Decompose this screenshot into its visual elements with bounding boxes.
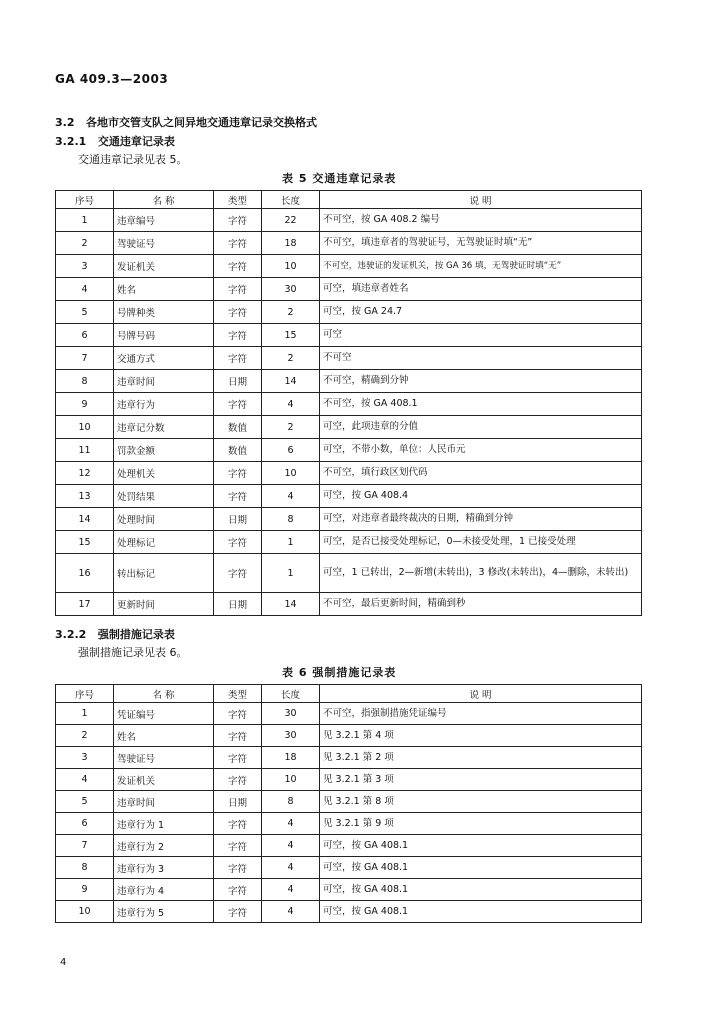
cell-name: 处理机关	[114, 462, 214, 485]
cell-description: 不可空，填违章者的驾驶证号，无驾驶证时填“无”	[320, 232, 642, 255]
cell-name: 违章时间	[114, 370, 214, 393]
header-cell-type: 类型	[214, 685, 262, 703]
cell-name: 转出标记	[114, 554, 214, 593]
cell-name: 违章时间	[114, 791, 214, 813]
cell-length: 4	[262, 901, 320, 923]
table-row	[56, 835, 642, 857]
table-row	[56, 278, 642, 301]
cell-name: 号牌种类	[114, 301, 214, 324]
table-row	[56, 813, 642, 835]
table-row	[56, 347, 642, 370]
cell-length: 4	[262, 485, 320, 508]
cell-description: 可空，此项违章的分值	[320, 416, 642, 439]
cell-name: 驾驶证号	[114, 747, 214, 769]
cell-length: 18	[262, 232, 320, 255]
table-row	[56, 416, 642, 439]
cell-name: 违章行为	[114, 393, 214, 416]
cell-length: 30	[262, 703, 320, 725]
section-3-2-2-intro: 强制措施记录见表 6。	[78, 646, 188, 659]
cell-type: 字符	[214, 554, 262, 593]
cell-description: 可空，按 GA 24.7	[320, 301, 642, 324]
cell-type: 数值	[214, 439, 262, 462]
header-cell-index: 序号	[56, 191, 114, 209]
cell-index: 1	[56, 703, 114, 725]
cell-name: 发证机关	[114, 769, 214, 791]
cell-index: 13	[56, 485, 114, 508]
cell-description: 不可空，指强制措施凭证编号	[320, 703, 642, 725]
header-cell-name: 名 称	[114, 685, 214, 703]
header-cell-index: 序号	[56, 685, 114, 703]
cell-index: 6	[56, 324, 114, 347]
cell-index: 14	[56, 508, 114, 531]
cell-type: 字符	[214, 485, 262, 508]
cell-name: 违章行为 5	[114, 901, 214, 923]
cell-index: 10	[56, 416, 114, 439]
page-number: 4	[60, 957, 67, 968]
section-title: 各地市交管支队之间异地交通违章记录交换格式	[86, 116, 317, 129]
cell-description: 见 3.2.1 第 3 项	[320, 769, 642, 791]
cell-type: 字符	[214, 209, 262, 232]
table-header-row	[56, 685, 642, 703]
cell-index: 17	[56, 593, 114, 616]
table-row	[56, 747, 642, 769]
cell-name: 罚款金额	[114, 439, 214, 462]
cell-length: 2	[262, 416, 320, 439]
cell-description: 可空，按 GA 408.1	[320, 857, 642, 879]
table-row	[56, 725, 642, 747]
cell-index: 4	[56, 278, 114, 301]
table-row	[56, 324, 642, 347]
cell-name: 处理时间	[114, 508, 214, 531]
cell-description: 可空，对违章者最终裁决的日期，精确到分钟	[320, 508, 642, 531]
cell-description: 不可空	[320, 347, 642, 370]
cell-index: 8	[56, 370, 114, 393]
cell-length: 4	[262, 879, 320, 901]
header-cell-type: 类型	[214, 191, 262, 209]
cell-type: 日期	[214, 508, 262, 531]
cell-description: 见 3.2.1 第 9 项	[320, 813, 642, 835]
table-6	[55, 684, 642, 923]
section-title: 交通违章记录表	[97, 135, 175, 148]
cell-name: 违章行为 3	[114, 857, 214, 879]
cell-description: 见 3.2.1 第 4 项	[320, 725, 642, 747]
cell-index: 12	[56, 462, 114, 485]
section-3-2-heading	[55, 114, 317, 130]
table-5-caption: 表 5 交通违章记录表	[282, 172, 397, 185]
table-row	[56, 593, 642, 616]
cell-type: 字符	[214, 393, 262, 416]
table-row	[56, 554, 642, 593]
cell-name: 姓名	[114, 278, 214, 301]
table-row	[56, 393, 642, 416]
table-row	[56, 485, 642, 508]
table-row	[56, 531, 642, 554]
cell-length: 14	[262, 370, 320, 393]
cell-index: 7	[56, 835, 114, 857]
cell-length: 8	[262, 791, 320, 813]
section-3-2-1-heading	[55, 133, 175, 149]
cell-type: 字符	[214, 278, 262, 301]
cell-index: 7	[56, 347, 114, 370]
cell-type: 字符	[214, 813, 262, 835]
cell-name: 姓名	[114, 725, 214, 747]
cell-name: 号牌号码	[114, 324, 214, 347]
cell-type: 字符	[214, 531, 262, 554]
header-cell-description: 说 明	[320, 685, 642, 703]
cell-index: 5	[56, 791, 114, 813]
cell-index: 10	[56, 901, 114, 923]
cell-index: 11	[56, 439, 114, 462]
cell-name: 驾驶证号	[114, 232, 214, 255]
cell-type: 日期	[214, 370, 262, 393]
cell-type: 字符	[214, 324, 262, 347]
cell-name: 违章行为 1	[114, 813, 214, 835]
cell-type: 字符	[214, 769, 262, 791]
cell-index: 8	[56, 857, 114, 879]
cell-index: 16	[56, 554, 114, 593]
section-number: 3.2.1	[55, 135, 87, 148]
cell-index: 15	[56, 531, 114, 554]
cell-length: 1	[262, 554, 320, 593]
cell-name: 违章行为 2	[114, 835, 214, 857]
table-row	[56, 301, 642, 324]
cell-type: 字符	[214, 901, 262, 923]
cell-length: 30	[262, 725, 320, 747]
cell-length: 2	[262, 301, 320, 324]
cell-description: 可空，填违章者姓名	[320, 278, 642, 301]
cell-description: 不可空，按 GA 408.1	[320, 393, 642, 416]
section-number: 3.2.2	[55, 628, 87, 641]
cell-length: 4	[262, 393, 320, 416]
cell-description: 可空，不带小数，单位：人民币元	[320, 439, 642, 462]
cell-length: 15	[262, 324, 320, 347]
cell-length: 30	[262, 278, 320, 301]
cell-description: 见 3.2.1 第 8 项	[320, 791, 642, 813]
cell-name: 违章记分数	[114, 416, 214, 439]
cell-index: 9	[56, 879, 114, 901]
cell-length: 10	[262, 255, 320, 278]
header-cell-description: 说 明	[320, 191, 642, 209]
table-6-caption: 表 6 强制措施记录表	[282, 666, 397, 679]
cell-name: 违章行为 4	[114, 879, 214, 901]
cell-length: 4	[262, 835, 320, 857]
cell-type: 字符	[214, 725, 262, 747]
cell-type: 字符	[214, 347, 262, 370]
cell-type: 字符	[214, 703, 262, 725]
cell-index: 3	[56, 255, 114, 278]
table-row	[56, 370, 642, 393]
cell-description: 不可空，填行政区划代码	[320, 462, 642, 485]
cell-name: 处理标记	[114, 531, 214, 554]
table-row	[56, 439, 642, 462]
cell-description: 可空，按 GA 408.4	[320, 485, 642, 508]
cell-index: 2	[56, 232, 114, 255]
cell-length: 22	[262, 209, 320, 232]
cell-length: 18	[262, 747, 320, 769]
cell-length: 4	[262, 857, 320, 879]
cell-length: 6	[262, 439, 320, 462]
table-header-row	[56, 191, 642, 209]
header-cell-name: 名 称	[114, 191, 214, 209]
cell-description: 见 3.2.1 第 2 项	[320, 747, 642, 769]
cell-type: 字符	[214, 462, 262, 485]
cell-description: 可空，按 GA 408.1	[320, 879, 642, 901]
cell-description: 可空，1 已转出，2—新增(未转出)，3 修改(未转出)，4—删除，未转出)	[320, 554, 642, 593]
cell-type: 字符	[214, 879, 262, 901]
cell-description: 不可空，最后更新时间，精确到秒	[320, 593, 642, 616]
cell-length: 2	[262, 347, 320, 370]
cell-description: 不可空，精确到分钟	[320, 370, 642, 393]
cell-description: 可空	[320, 324, 642, 347]
cell-type: 日期	[214, 791, 262, 813]
cell-index: 3	[56, 747, 114, 769]
cell-length: 10	[262, 769, 320, 791]
section-number: 3.2	[55, 116, 75, 129]
section-3-2-2-heading	[55, 626, 175, 642]
table-row	[56, 901, 642, 923]
standard-code: GA 409.3—2003	[55, 72, 169, 86]
section-title: 强制措施记录表	[97, 628, 175, 641]
cell-type: 字符	[214, 747, 262, 769]
cell-length: 14	[262, 593, 320, 616]
cell-index: 5	[56, 301, 114, 324]
cell-description: 可空，按 GA 408.1	[320, 835, 642, 857]
cell-description: 不可空，违驶证的发证机关，按 GA 36 填，无驾驶证时填“无”	[320, 255, 642, 278]
table-row	[56, 703, 642, 725]
cell-type: 数值	[214, 416, 262, 439]
table-5	[55, 190, 642, 616]
cell-name: 更新时间	[114, 593, 214, 616]
cell-type: 日期	[214, 593, 262, 616]
cell-length: 10	[262, 462, 320, 485]
header-cell-length: 长度	[262, 685, 320, 703]
cell-name: 处罚结果	[114, 485, 214, 508]
cell-type: 字符	[214, 232, 262, 255]
cell-name: 违章编号	[114, 209, 214, 232]
cell-length: 4	[262, 813, 320, 835]
table-row	[56, 232, 642, 255]
cell-index: 4	[56, 769, 114, 791]
cell-type: 字符	[214, 857, 262, 879]
cell-type: 字符	[214, 835, 262, 857]
cell-index: 6	[56, 813, 114, 835]
cell-index: 2	[56, 725, 114, 747]
cell-index: 1	[56, 209, 114, 232]
cell-name: 凭证编号	[114, 703, 214, 725]
table-row	[56, 769, 642, 791]
cell-description: 不可空，按 GA 408.2 编号	[320, 209, 642, 232]
table-row	[56, 255, 642, 278]
table-row	[56, 209, 642, 232]
cell-length: 8	[262, 508, 320, 531]
cell-name: 发证机关	[114, 255, 214, 278]
table-row	[56, 462, 642, 485]
cell-type: 字符	[214, 301, 262, 324]
cell-description: 可空，是否已接受处理标记，0—未接受处理，1 已接受处理	[320, 531, 642, 554]
cell-type: 字符	[214, 255, 262, 278]
section-3-2-1-intro: 交通违章记录见表 5。	[78, 153, 188, 166]
header-cell-length: 长度	[262, 191, 320, 209]
cell-index: 9	[56, 393, 114, 416]
table-row	[56, 508, 642, 531]
cell-name: 交通方式	[114, 347, 214, 370]
table-row	[56, 857, 642, 879]
cell-length: 1	[262, 531, 320, 554]
table-row	[56, 879, 642, 901]
table-row	[56, 791, 642, 813]
cell-description: 可空，按 GA 408.1	[320, 901, 642, 923]
